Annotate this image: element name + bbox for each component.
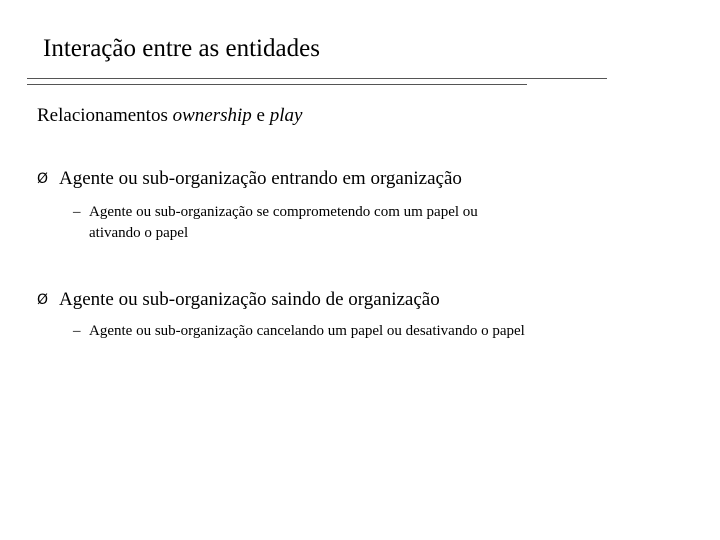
sub-bullet-leaving — [73, 321, 525, 342]
slide-title: Interação entre as entidades — [43, 35, 320, 62]
bullet-entering — [37, 166, 462, 192]
dash-marker: – — [73, 204, 81, 220]
subtitle-term-ownership: ownership — [172, 105, 252, 126]
title-divider-bottom — [27, 84, 527, 85]
subtitle-term-play: play — [269, 105, 303, 126]
sub-bullet-text-line1: Agente ou sub-organização se comprometendo com um papel ou — [89, 204, 478, 220]
sub-bullet-entering — [73, 202, 633, 244]
subtitle-joiner: e — [251, 105, 270, 126]
subtitle-prefix: Relacionamentos — [37, 105, 173, 126]
arrow-bullet-icon: Ø — [37, 171, 49, 187]
sub-bullet-text: Agente ou sub-organização cancelando um papel ou desativando o papel — [89, 323, 525, 339]
dash-marker: – — [73, 323, 81, 339]
bullet-leaving — [37, 287, 440, 313]
bullet-text: Agente ou sub-organização saindo de organização — [59, 289, 440, 310]
slide-subtitle — [37, 103, 302, 129]
bullet-text: Agente ou sub-organização entrando em organização — [59, 168, 462, 189]
title-divider-top — [27, 78, 607, 79]
sub-bullet-text-line2: ativando o papel — [89, 225, 189, 241]
arrow-bullet-icon: Ø — [37, 292, 49, 308]
